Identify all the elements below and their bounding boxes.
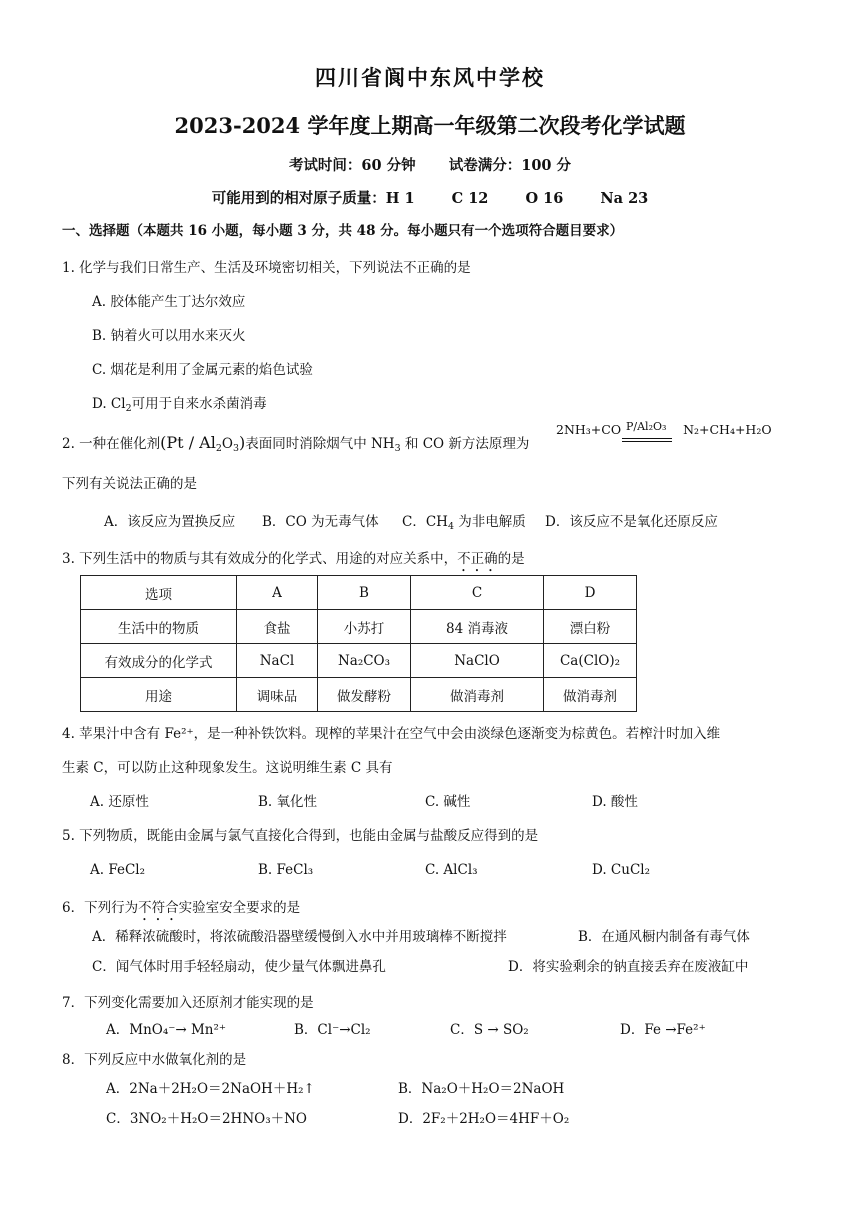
- question-5-option-d: D. CuCl₂: [592, 862, 651, 878]
- question-6-option-d: D．将实验剩余的钠直接丢弃在废液缸中: [508, 959, 749, 975]
- question-6-option-a: A．稀释浓硫酸时，将浓硫酸沿器壁缓慢倒入水中并用玻璃棒不断搅拌: [92, 929, 507, 945]
- question-2-stem-2: 下列有关说法正确的是: [62, 476, 197, 492]
- table-row: [81, 610, 637, 644]
- q3-stem-emphasis: 不正确: [457, 551, 498, 567]
- atomic-mass-c: C 12: [451, 190, 489, 207]
- atomic-mass-na: Na 23: [600, 190, 649, 207]
- table-cell: 漂白粉: [544, 610, 637, 644]
- question-5-option-b: B. FeCl₃: [258, 862, 314, 878]
- question-4-stem-2: 生素 C，可以防止这种现象发生。这说明维生素 C 具有: [62, 760, 393, 776]
- question-8-option-d: D．2F₂＋2H₂O＝4HF＋O₂: [398, 1111, 570, 1127]
- table-cell: C: [411, 576, 544, 610]
- q2-c-suffix: 为非电解质: [453, 514, 526, 530]
- question-2-option-a: A．该反应为置换反应: [104, 514, 236, 530]
- table-cell: Ca(ClO)₂: [544, 644, 637, 678]
- q2-stem-a: 2. 一种在催化剂: [62, 436, 161, 452]
- q6-stem-emphasis: 不符合: [138, 900, 179, 916]
- question-4-option-b: B. 氧化性: [258, 794, 318, 810]
- table-cell: 食盐: [237, 610, 318, 644]
- question-8-option-b: B．Na₂O＋H₂O＝2NaOH: [398, 1081, 565, 1097]
- question-5-stem: 5. 下列物质，既能由金属与氯气直接化合得到，也能由金属与盐酸反应得到的是: [62, 828, 539, 844]
- q1-d-sub: 2: [125, 403, 132, 414]
- question-4-option-a: A. 还原性: [90, 794, 149, 810]
- table-cell: 84 消毒液: [411, 610, 544, 644]
- table-row: [81, 678, 637, 712]
- q3-stem-pre: 3. 下列生活中的物质与其有效成分的化学式、用途的对应关系中，: [62, 551, 458, 567]
- table-cell: 做消毒剂: [411, 678, 544, 712]
- question-1-option-c: C. 烟花是利用了金属元素的焰色试验: [92, 362, 313, 378]
- table-cell: B: [318, 576, 411, 610]
- school-name: 四川省阆中东风中学校: [315, 65, 545, 90]
- q2-eq-catalyst: P/Al₂O₃: [626, 420, 667, 433]
- question-7-stem: 7．下列变化需要加入还原剂才能实现的是: [62, 995, 314, 1011]
- question-2-option-d: D．该反应不是氧化还原反应: [545, 514, 718, 530]
- question-8-option-a: A．2Na＋2H₂O＝2NaOH＋H₂↑: [106, 1081, 315, 1097]
- section-heading: 一、选择题（本题共 16 小题，每小题 3 分，共 48 分。每小题只有一个选项符合题目要求）: [62, 223, 624, 239]
- question-5-option-c: C. AlCl₃: [425, 862, 478, 878]
- atomic-masses: [0, 187, 860, 208]
- q2-nh-sub: 3: [394, 443, 401, 454]
- exam-title: 2023-2024 学年度上期高一年级第二次段考化学试题: [174, 113, 686, 138]
- question-3-table: [80, 575, 637, 712]
- question-8-stem: 8．下列反应中水做氧化剂的是: [62, 1052, 247, 1068]
- table-row: [81, 576, 637, 610]
- question-1-option-d: [92, 392, 267, 414]
- table-cell: 选项: [81, 576, 237, 610]
- table-cell: 小苏打: [318, 610, 411, 644]
- table-cell: Na₂CO₃: [318, 644, 411, 678]
- question-2-option-b: B．CO 为无毒气体: [262, 514, 379, 530]
- q2-eq-left: 2NH₃+CO: [556, 422, 622, 437]
- table-cell: NaClO: [411, 644, 544, 678]
- q1-d-prefix: D. Cl: [92, 396, 126, 412]
- question-8-option-c: C．3NO₂＋H₂O＝2HNO₃＋NO: [106, 1111, 307, 1127]
- question-6-option-c: C．闻气体时用手轻轻扇动，使少量气体飘进鼻孔: [92, 959, 386, 975]
- question-4-option-d: D. 酸性: [592, 794, 638, 810]
- q2-catalyst-open: (Pt / Al: [160, 433, 216, 452]
- q1-d-suffix: 可用于自来水杀菌消毒: [131, 396, 267, 412]
- exam-time: 考试时间：60 分钟: [288, 157, 416, 174]
- atomic-mass-o: O 16: [525, 190, 564, 207]
- table-cell: 调味品: [237, 678, 318, 712]
- table-cell: D: [544, 576, 637, 610]
- exam-score: 试卷满分：100 分: [448, 157, 572, 174]
- q2-catalyst-close: ): [238, 433, 246, 452]
- q2-cat-sub2: 2: [215, 443, 222, 454]
- q2-eq-arrow: [622, 438, 672, 442]
- table-row: [81, 644, 637, 678]
- atomic-mass-h: 可能用到的相对原子质量：H 1: [211, 190, 415, 207]
- question-4-option-c: C. 碱性: [425, 794, 471, 810]
- table-cell: A: [237, 576, 318, 610]
- q6-stem-post: 实验室安全要求的是: [178, 900, 301, 916]
- table-cell: 做消毒剂: [544, 678, 637, 712]
- q2-cat-sub3: 3: [232, 443, 239, 454]
- question-3-stem: [62, 547, 525, 575]
- question-2-stem: [62, 432, 529, 454]
- q2-stem-b: 表面同时消除烟气中 NH: [245, 436, 395, 452]
- q2-eq-right: N₂+CH₄+H₂O: [683, 422, 772, 437]
- question-7-option-b: B．Cl⁻→Cl₂: [294, 1022, 371, 1038]
- question-7-option-c: C．S → SO₂: [450, 1022, 529, 1038]
- question-4-stem: 4. 苹果汁中含有 Fe²⁺，是一种补铁饮料。现榨的苹果汁在空气中会由淡绿色逐渐变为棕黄色。若榨汁时加入维: [62, 726, 721, 742]
- q2-c-sub: 4: [447, 521, 454, 532]
- table-cell: 生活中的物质: [81, 610, 237, 644]
- table-cell: 做发酵粉: [318, 678, 411, 712]
- question-6-stem: [62, 896, 300, 924]
- table-cell: 有效成分的化学式: [81, 644, 237, 678]
- question-7-option-a: A．MnO₄⁻→ Mn²⁺: [106, 1022, 227, 1038]
- table-cell: NaCl: [237, 644, 318, 678]
- question-1-option-a: A. 胶体能产生丁达尔效应: [92, 294, 246, 310]
- q2-stem-c: 和 CO 新方法原理为: [400, 436, 530, 452]
- q3-stem-post: 的是: [497, 551, 525, 567]
- q2-equation: [556, 422, 772, 437]
- exam-info: [0, 154, 860, 175]
- q2-c-prefix: C．CH: [402, 514, 448, 530]
- table-cell: 用途: [81, 678, 237, 712]
- question-2-option-c: [402, 510, 526, 532]
- question-1-stem: 1. 化学与我们日常生产、生活及环境密切相关，下列说法不正确的是: [62, 260, 471, 276]
- question-1-option-b: B. 钠着火可以用水来灭火: [92, 328, 246, 344]
- q6-stem-pre: 6．下列行为: [62, 900, 139, 916]
- question-6-option-b: B．在通风橱内制备有毒气体: [578, 929, 750, 945]
- question-7-option-d: D．Fe →Fe²⁺: [620, 1022, 706, 1038]
- q2-cat-o: O: [221, 436, 233, 452]
- question-5-option-a: A. FeCl₂: [90, 862, 146, 878]
